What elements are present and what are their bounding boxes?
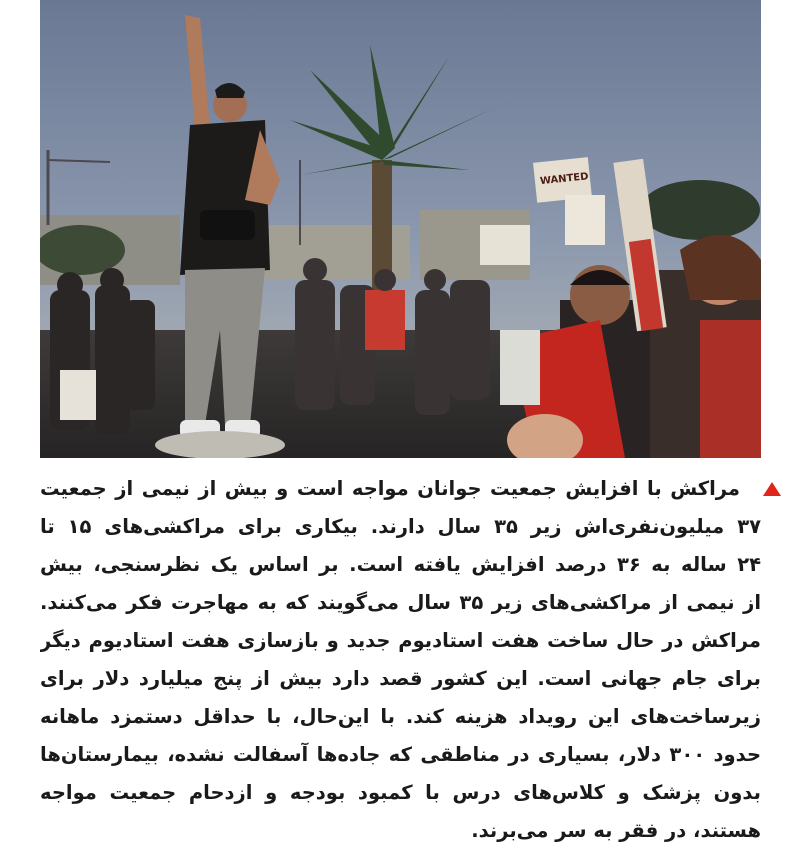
caption-line: برای جام جهانی است. این کشور قصد دارد بیش از پنج میلیارد دلار برای xyxy=(40,667,761,690)
caption-line: مراکش با افزایش جمعیت جوانان مواجه است و بیش از نیمی از جمعیت xyxy=(40,477,740,500)
caption-line: هستند، در فقر به سر می‌برند. xyxy=(471,819,761,842)
caption-marker-icon xyxy=(763,482,781,496)
protest-photo xyxy=(40,0,761,458)
caption-line: ۲۴ ساله به ۳۶ درصد افزایش یافته است. بر اساس یک نظرسنجی، بیش xyxy=(40,553,761,576)
caption-line: بدون پزشک و کلاس‌های درس با کمبود بودجه و ازدحام جمعیت مواجه xyxy=(40,781,761,804)
caption-line: مراکش در حال ساخت هفت استادیوم جدید و بازسازی هفت استادیوم دیگر xyxy=(40,629,761,652)
photo-caption xyxy=(40,470,761,850)
caption-line: ۳۷ میلیون‌نفری‌اش زیر ۳۵ سال دارند. بیکاری برای مراکشی‌های ۱۵ تا xyxy=(40,515,761,538)
caption-line: حدود ۳۰۰ دلار، بسیاری در مناطقی که جاده‌ها آسفالت نشده، بیمارستان‌ها xyxy=(40,743,761,766)
svg-text:WANTED: WANTED xyxy=(539,171,590,188)
caption-line: از نیمی از مراکشی‌های زیر ۳۵ سال می‌گویند که به مهاجرت فکر می‌کنند. xyxy=(40,591,761,614)
caption-line: زیرساخت‌های این رویداد هزینه کند. با این‌حال، با حداقل دستمزد ماهانه xyxy=(40,705,761,728)
